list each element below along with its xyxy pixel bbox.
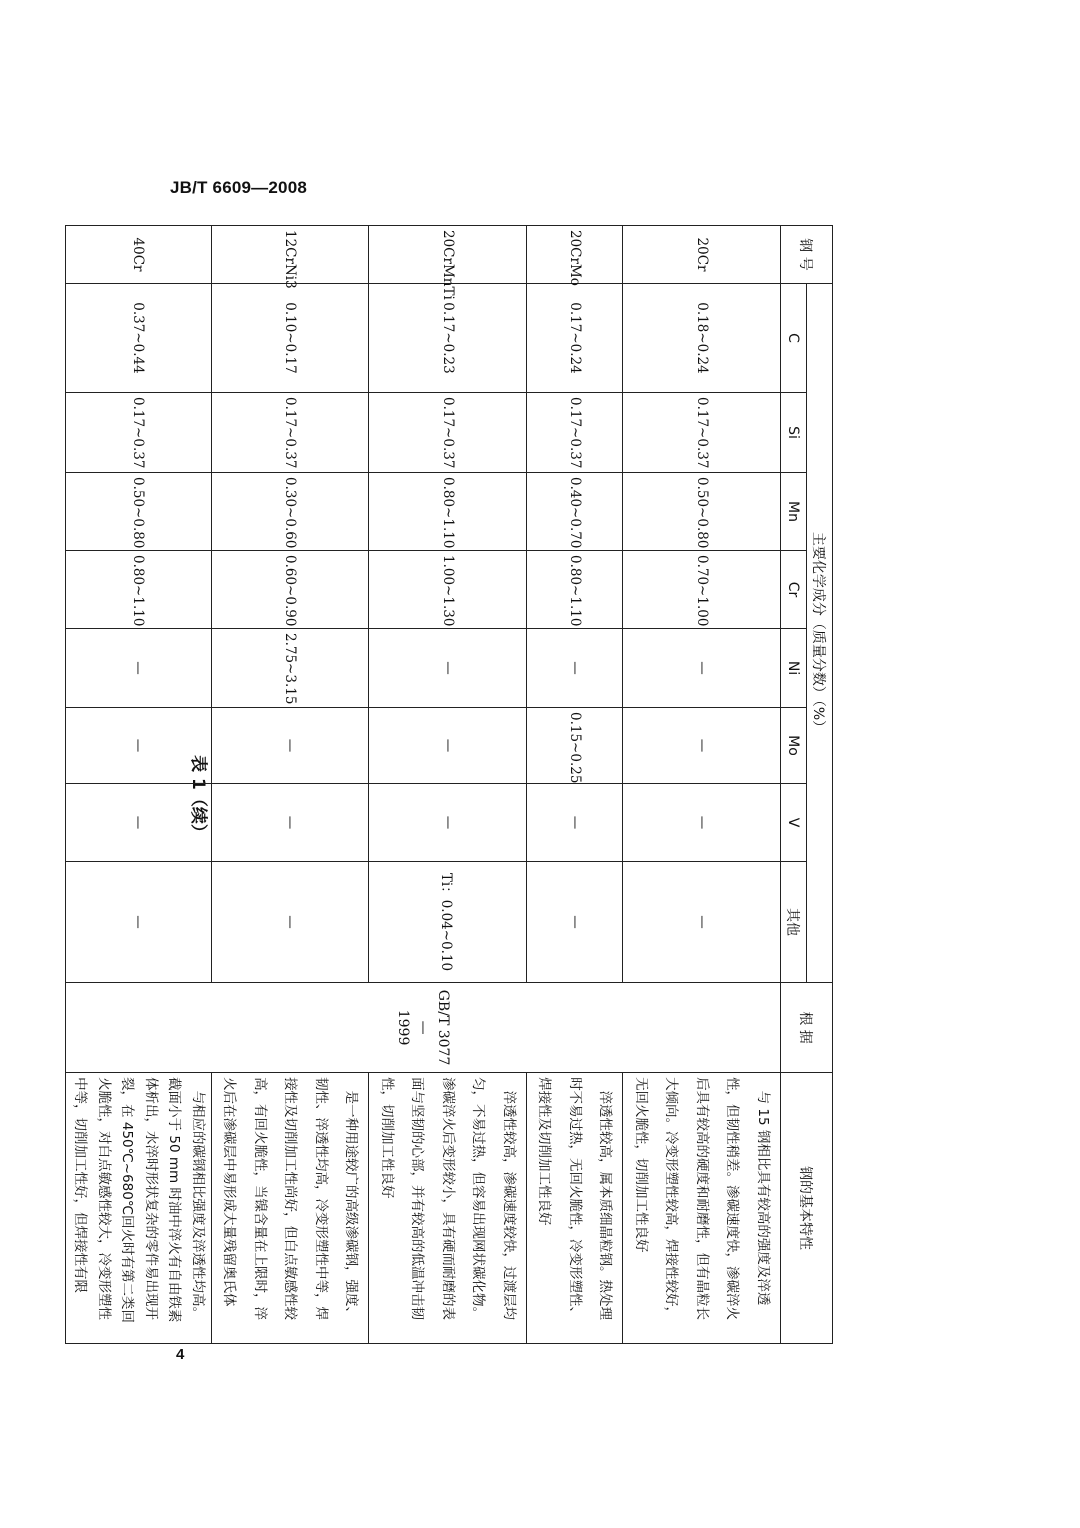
cell-v: — xyxy=(527,784,624,862)
header-element-ni: Ni xyxy=(781,629,807,708)
page-number: 4 xyxy=(176,1346,185,1363)
desc-line: 火脆性，对白点敏感性较大，冷变形塑性 xyxy=(96,1077,112,1321)
cell-ni: 2.75~3.15 xyxy=(212,629,370,708)
cell-mn: 0.40~0.70 xyxy=(527,473,624,551)
header-basis: 根 据 xyxy=(781,983,833,1073)
cell-v: — xyxy=(212,784,370,862)
cell-ni: — xyxy=(623,629,781,708)
header-element-other: 其他 xyxy=(781,862,807,983)
desc-line: 接性及切削加工性尚好，但白点敏感性较 xyxy=(282,1077,299,1321)
standard-code: JB/T 6609—2008 xyxy=(170,178,307,197)
cell-c: 0.18~0.24 xyxy=(623,284,781,393)
desc-line: 匀，不易过热，但容易出现网状碳化物。 xyxy=(470,1077,487,1321)
header-element-c: C xyxy=(781,284,807,393)
cell-mo: — xyxy=(212,708,370,784)
cell-other: — xyxy=(212,862,370,983)
cell-mo: — xyxy=(623,708,781,784)
desc-line: 性，但韧性稍差。渗碳速度快，渗碳淬火 xyxy=(724,1077,741,1321)
cell-properties xyxy=(212,1073,370,1344)
table-row xyxy=(369,226,527,1344)
cell-mo: — xyxy=(66,708,212,784)
cell-ni: — xyxy=(66,629,212,708)
cell-grade: 20CrMo xyxy=(527,226,624,284)
cell-properties xyxy=(527,1073,624,1344)
cell-mo: 0.15~0.25 xyxy=(527,708,624,784)
basis-line: 1999 xyxy=(395,1009,411,1046)
desc-line: 时不易过热，无回火脆性，冷变形塑性、 xyxy=(567,1077,583,1321)
cell-si: 0.17~0.37 xyxy=(369,393,527,473)
header-element-si: Si xyxy=(781,393,807,473)
cell-cr: 0.70~1.00 xyxy=(623,551,781,629)
cell-mn: 0.50~0.80 xyxy=(623,473,781,551)
desc-line: 韧性、淬透性均高，冷变形塑性中等，焊 xyxy=(313,1077,329,1321)
table-title: 表 1（续） xyxy=(188,755,208,841)
cell-cr: 0.80~1.10 xyxy=(527,551,624,629)
desc-line: 面与坚韧的心部，并有较高的低温冲击韧 xyxy=(409,1077,426,1321)
cell-properties xyxy=(623,1073,781,1344)
desc-line: 无回火脆性，切削加工性良好 xyxy=(633,1077,649,1253)
cell-si: 0.17~0.37 xyxy=(623,393,781,473)
cell-properties xyxy=(66,1073,212,1344)
table-rotated-container xyxy=(72,225,833,1343)
table-row xyxy=(66,226,212,1344)
cell-mo: — xyxy=(369,708,527,784)
composition-table xyxy=(65,225,833,1344)
desc-line: 体析出，水淬时形状复杂的零件易出现开 xyxy=(143,1077,159,1321)
cell-mn: 0.30~0.60 xyxy=(212,473,370,551)
cell-cr: 0.80~1.10 xyxy=(66,551,212,629)
cell-v: — xyxy=(66,784,212,862)
desc-line: 大倾向。冷变形塑性较高，焊接性较好， xyxy=(663,1077,680,1321)
header-element-cr: Cr xyxy=(781,551,807,629)
cell-grade: 12CrNi3 xyxy=(212,226,370,284)
desc-line: 性，切削加工性良好 xyxy=(379,1077,395,1199)
table-row xyxy=(212,226,370,1344)
header-grade: 钢 号 xyxy=(781,226,833,284)
cell-other: Ti：0.04~0.10 xyxy=(369,862,527,983)
cell-properties xyxy=(369,1073,527,1344)
cell-si: 0.17~0.37 xyxy=(212,393,370,473)
cell-grade: 40Cr xyxy=(66,226,212,284)
desc-line: 是一种用途较广的高级渗碳钢，强度、 xyxy=(343,1090,360,1321)
header-composition: 主要化学成分（质量分数）（%） xyxy=(807,284,833,983)
cell-ni: — xyxy=(369,629,527,708)
desc-line: 渗碳淬火后变形较小，具有硬而耐磨的表 xyxy=(440,1077,456,1321)
desc-line: 焊接性及切削加工性良好 xyxy=(536,1077,553,1226)
cell-other: — xyxy=(623,862,781,983)
header-properties: 钢的基本特性 xyxy=(781,1073,833,1344)
desc-line: 截面小于 50 mm 时油中淬火有自由铁素 xyxy=(166,1077,183,1323)
cell-v: — xyxy=(369,784,527,862)
cell-v: — xyxy=(623,784,781,862)
cell-c: 0.37~0.44 xyxy=(66,284,212,393)
cell-other: — xyxy=(66,862,212,983)
cell-other: — xyxy=(527,862,624,983)
table-row xyxy=(527,226,624,1344)
desc-line: 裂，在 450℃~680℃回火时有第二类回 xyxy=(119,1077,136,1324)
desc-line: 火后在渗碳层中易形成大量残留奥氏体 xyxy=(221,1077,238,1307)
desc-line: 与 15 钢相比具有较高的强度及淬透 xyxy=(755,1090,771,1306)
cell-mn: 0.80~1.10 xyxy=(369,473,527,551)
header-element-v: V xyxy=(781,784,807,862)
cell-basis xyxy=(66,983,781,1073)
table-row xyxy=(623,226,781,1344)
desc-line: 淬透性较高，渗碳速度较快，过渡层均 xyxy=(501,1090,517,1321)
cell-grade: 20Cr xyxy=(623,226,781,284)
cell-si: 0.17~0.37 xyxy=(527,393,624,473)
cell-cr: 0.60~0.90 xyxy=(212,551,370,629)
cell-grade: 20CrMnTi xyxy=(369,226,527,284)
desc-line: 中等，切削加工性好，但焊接性有限 xyxy=(72,1077,89,1294)
cell-mn: 0.50~0.80 xyxy=(66,473,212,551)
cell-si: 0.17~0.37 xyxy=(66,393,212,473)
desc-line: 后具有较高的硬度和耐磨性，但有晶粒长 xyxy=(694,1077,710,1321)
basis-line: GB/T 3077— xyxy=(415,989,451,1066)
cell-c: 0.10~0.17 xyxy=(212,284,370,393)
header-element-mo: Mo xyxy=(781,708,807,784)
desc-line: 与相应的碳钢相比强度及淬透性均高。 xyxy=(190,1090,206,1321)
cell-cr: 1.00~1.30 xyxy=(369,551,527,629)
desc-line: 高，有回火脆性，当镍含量在上限时，淬 xyxy=(252,1077,268,1321)
cell-c: 0.17~0.23 xyxy=(369,284,527,393)
cell-c: 0.17~0.24 xyxy=(527,284,624,393)
header-element-mn: Mn xyxy=(781,473,807,551)
desc-line: 淬透性较高，属本质细晶粒钢。热处理 xyxy=(597,1090,614,1321)
cell-ni: — xyxy=(527,629,624,708)
